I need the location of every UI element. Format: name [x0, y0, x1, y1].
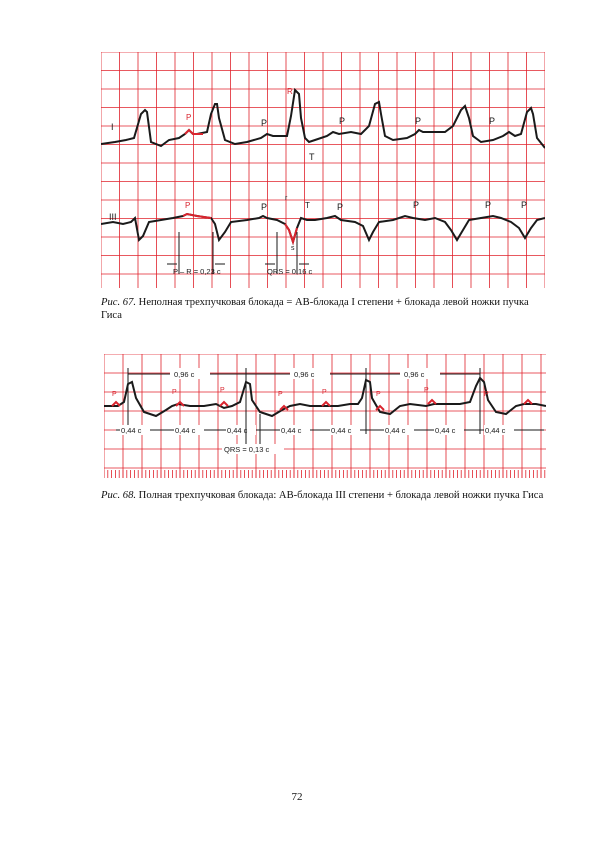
figure-67-text: Неполная трехпучковая блокада = АВ-блокада I степени + блокада левой ножки пучка Гиса	[101, 297, 529, 321]
figure-67-caption	[101, 296, 547, 322]
wave-label: P	[261, 118, 268, 128]
pp-label: 0,44 с	[175, 426, 196, 435]
wave-label: P	[185, 201, 191, 210]
wave-label: T	[305, 201, 310, 210]
qrs-measure-label: QRS = 0,16 c	[267, 267, 313, 276]
pr-measure-label: P – R = 0,23 c	[173, 267, 221, 276]
qrs-measure-label: QRS = 0,13 с	[224, 445, 270, 454]
rr-label: 0,96 с	[174, 370, 195, 379]
pp-label: 0,44 с	[485, 426, 506, 435]
wave-label: P	[489, 116, 496, 126]
wave-label: P	[485, 200, 492, 210]
rr-label: 0,96 с	[404, 370, 425, 379]
page-number: 72	[291, 791, 303, 803]
wave-label: P	[337, 202, 344, 212]
figure-68-caption	[86, 489, 548, 502]
wave-label: P	[322, 389, 327, 396]
pp-label: 0,44 с	[385, 426, 406, 435]
wave-label: r	[285, 195, 288, 202]
wave-label: P	[521, 200, 528, 210]
pp-label: 0,44 с	[121, 426, 142, 435]
figure-68-number: Рис. 68.	[101, 490, 137, 501]
wave-label: P	[413, 200, 420, 210]
wave-label: P	[424, 387, 429, 394]
pp-label: 0,44 с	[227, 426, 248, 435]
wave-label: P	[186, 113, 192, 122]
pp-label: 0,44 с	[281, 426, 302, 435]
wave-label: P	[112, 391, 117, 398]
ecg-figure-67	[101, 52, 545, 288]
wave-label: P	[220, 387, 225, 394]
rr-label: 0,96 с	[294, 370, 315, 379]
wave-label: T	[309, 152, 315, 162]
wave-label: P	[261, 202, 268, 212]
lead-label-i: I	[111, 122, 114, 132]
figure-68-text: Полная трехпучковая блокада: АВ-блокада III степени + блокада левой ножки пучка Гиса	[136, 490, 544, 501]
ecg-figure-68	[104, 354, 546, 478]
wave-label: P	[339, 116, 346, 126]
pp-label: 0,44 с	[331, 426, 352, 435]
lead-label-iii: III	[109, 212, 117, 222]
pp-label: 0,44 с	[435, 426, 456, 435]
wave-label: P	[278, 391, 283, 398]
wave-label: s	[291, 245, 295, 252]
wave-label: R	[287, 87, 293, 96]
figure-67-number: Рис. 67.	[101, 297, 137, 308]
wave-label: P	[376, 391, 381, 398]
wave-label: P	[415, 116, 422, 126]
wave-label: P	[172, 389, 177, 396]
wave-label: P	[484, 391, 489, 398]
